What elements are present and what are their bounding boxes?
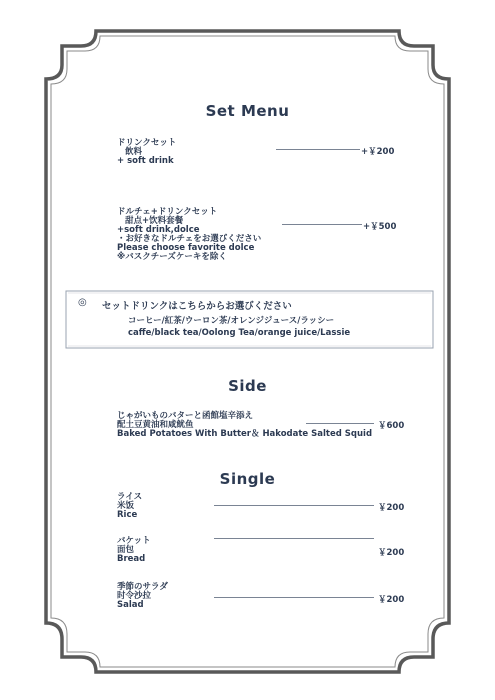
- salad-leader-line: [214, 597, 374, 598]
- drink-box-en-list: caffe/black tea/Oolong Tea/orange juice/Lassie: [128, 328, 351, 338]
- rice-zh: 米饭: [117, 501, 135, 511]
- side-title: Side: [228, 377, 267, 395]
- drink-box-heading: セットドリンクはこちらからお選びください: [102, 301, 292, 312]
- potato-ja: じゃがいものバターと函館塩辛添え: [117, 411, 254, 421]
- bread-price: ￥200: [378, 548, 405, 558]
- dolce-set-item: [117, 208, 261, 262]
- potato-en: Baked Potatoes With Butter＆ Hakodate Salted Squid: [117, 429, 373, 439]
- rice-item: [117, 493, 142, 520]
- rice-price: ￥200: [378, 503, 405, 513]
- potato-zh: 配土豆黄油和咸鱿鱼: [117, 420, 194, 430]
- dolce-set-price: +￥500: [363, 222, 397, 232]
- dolce-set-en: +soft drink,dolce: [117, 225, 200, 235]
- bread-ja: バケット: [117, 536, 151, 546]
- salad-zh: 时令沙拉: [117, 591, 152, 601]
- drink-set-price: +￥200: [361, 147, 395, 157]
- dolce-set-ja: ドルチェ+ドリンクセット: [117, 207, 218, 217]
- dolce-set-note-ja: ・お好きなドルチェをお選びください: [117, 234, 262, 244]
- drink-set-en: + soft drink: [117, 156, 174, 166]
- salad-en: Salad: [117, 600, 144, 610]
- drink-box-ja-list: コーヒー/紅茶/ウーロン茶/オレンジジュース/ラッシー: [128, 316, 335, 326]
- salad-price: ￥200: [378, 595, 405, 605]
- bread-en: Bread: [117, 554, 146, 564]
- set-menu-title: Set Menu: [205, 102, 290, 120]
- dolce-set-exclusion: ※バスクチーズケーキを除く: [117, 252, 227, 262]
- drink-set-ja: ドリンクセット: [117, 138, 177, 148]
- potato-item: [117, 412, 372, 439]
- dolce-set-note-en: Please choose favorite dolce: [117, 243, 255, 253]
- potato-leader-line: [306, 423, 374, 424]
- drink-set-zh: 飲料: [125, 147, 143, 157]
- drink-set-item: [117, 139, 176, 166]
- drink-box-bullet-icon: ◎: [78, 297, 87, 308]
- rice-leader-line: [214, 505, 374, 506]
- salad-ja: 季節のサラダ: [117, 582, 168, 592]
- rice-en: Rice: [117, 510, 138, 520]
- bread-zh: 面包: [117, 545, 135, 555]
- dolce-set-zh: 甜点+饮料套餐: [125, 216, 184, 226]
- single-title: Single: [219, 470, 276, 488]
- bread-leader-line: [214, 538, 374, 539]
- salad-item: [117, 583, 168, 610]
- rice-ja: ライス: [117, 492, 143, 502]
- dolce-set-leader-line: [282, 224, 362, 225]
- potato-price: ￥600: [378, 421, 405, 431]
- drink-set-leader-line: [276, 149, 360, 150]
- bread-item: [117, 537, 151, 564]
